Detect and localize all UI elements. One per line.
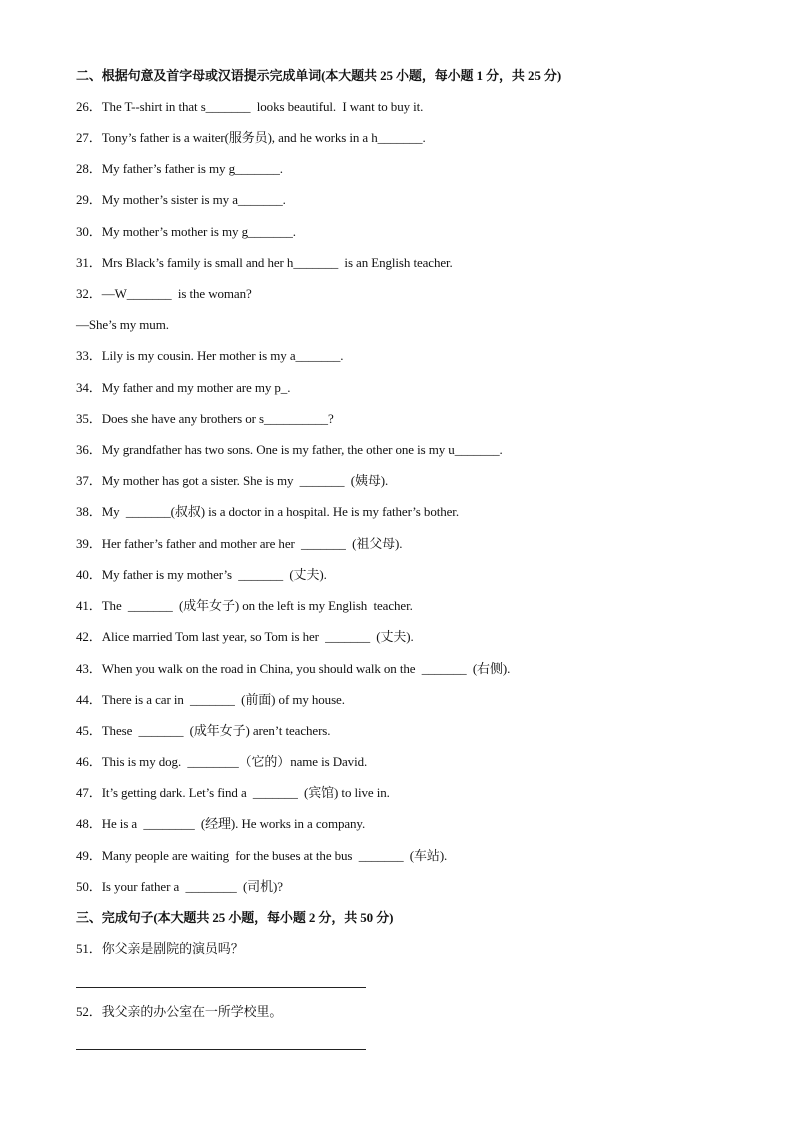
- section-2-heading: 二、根据句意及首字母或汉语提示完成单词(本大题共 25 小题，每小题 1 分，共 25 分): [76, 68, 562, 83]
- answer-line-52[interactable]: [76, 1049, 366, 1050]
- section-3-heading: 三、完成句子(本大题共 25 小题，每小题 2 分，共 50 分): [76, 910, 394, 925]
- question-49: 49．Many people are waiting for the buses at the bus _______ (车站).: [76, 848, 448, 863]
- question-50: 50．Is your father a ________ (司机)?: [76, 879, 283, 894]
- question-48: 48．He is a ________ (经理). He works in a company.: [76, 816, 366, 831]
- question-45: 45．These _______ (成年女子) aren’t teachers.: [76, 723, 331, 738]
- question-30: 30．My mother’s mother is my g_______.: [76, 224, 296, 239]
- question-28: 28．My father’s father is my g_______.: [76, 161, 283, 176]
- question-29: 29．My mother’s sister is my a_______.: [76, 192, 286, 207]
- question-46: 46．This is my dog. ________（它的）name is David.: [76, 754, 368, 769]
- question-39: 39．Her father’s father and mother are her _______ (祖父母).: [76, 536, 403, 551]
- question-34: 34．My father and my mother are my p_.: [76, 380, 291, 395]
- answer-line-51[interactable]: [76, 987, 366, 988]
- question-51: 51．你父亲是剧院的演员吗？: [76, 941, 244, 956]
- question-47: 47．It’s getting dark. Let’s find a _______ (宾馆) to live in.: [76, 785, 390, 800]
- question-32: 32．—W_______ is the woman?: [76, 286, 252, 301]
- question-38: 38．My _______(叔叔) is a doctor in a hospital. He is my father’s bother.: [76, 504, 459, 519]
- question-32-answer: —She’s my mum.: [76, 317, 169, 332]
- question-41: 41．The _______ (成年女子) on the left is my English teacher.: [76, 598, 413, 613]
- question-33: 33．Lily is my cousin. Her mother is my a_______.: [76, 348, 344, 363]
- question-37: 37．My mother has got a sister. She is my _______ (姨母).: [76, 473, 389, 488]
- question-31: 31．Mrs Black’s family is small and her h_______ is an English teacher.: [76, 255, 453, 270]
- question-40: 40．My father is my mother’s _______ (丈夫).: [76, 567, 327, 582]
- question-26: 26．The T--shirt in that s_______ looks beautiful. I want to buy it.: [76, 99, 424, 114]
- question-27: 27．Tony’s father is a waiter(服务员), and he works in a h_______.: [76, 130, 426, 145]
- question-35: 35．Does she have any brothers or s__________?: [76, 411, 334, 426]
- question-44: 44．There is a car in _______ (前面) of my house.: [76, 692, 345, 707]
- question-42: 42．Alice married Tom last year, so Tom is her _______ (丈夫).: [76, 629, 414, 644]
- question-43: 43．When you walk on the road in China, you should walk on the _______ (右侧).: [76, 661, 511, 676]
- question-36: 36．My grandfather has two sons. One is my father, the other one is my u_______.: [76, 442, 503, 457]
- question-52: 52．我父亲的办公室在一所学校里。: [76, 1004, 283, 1019]
